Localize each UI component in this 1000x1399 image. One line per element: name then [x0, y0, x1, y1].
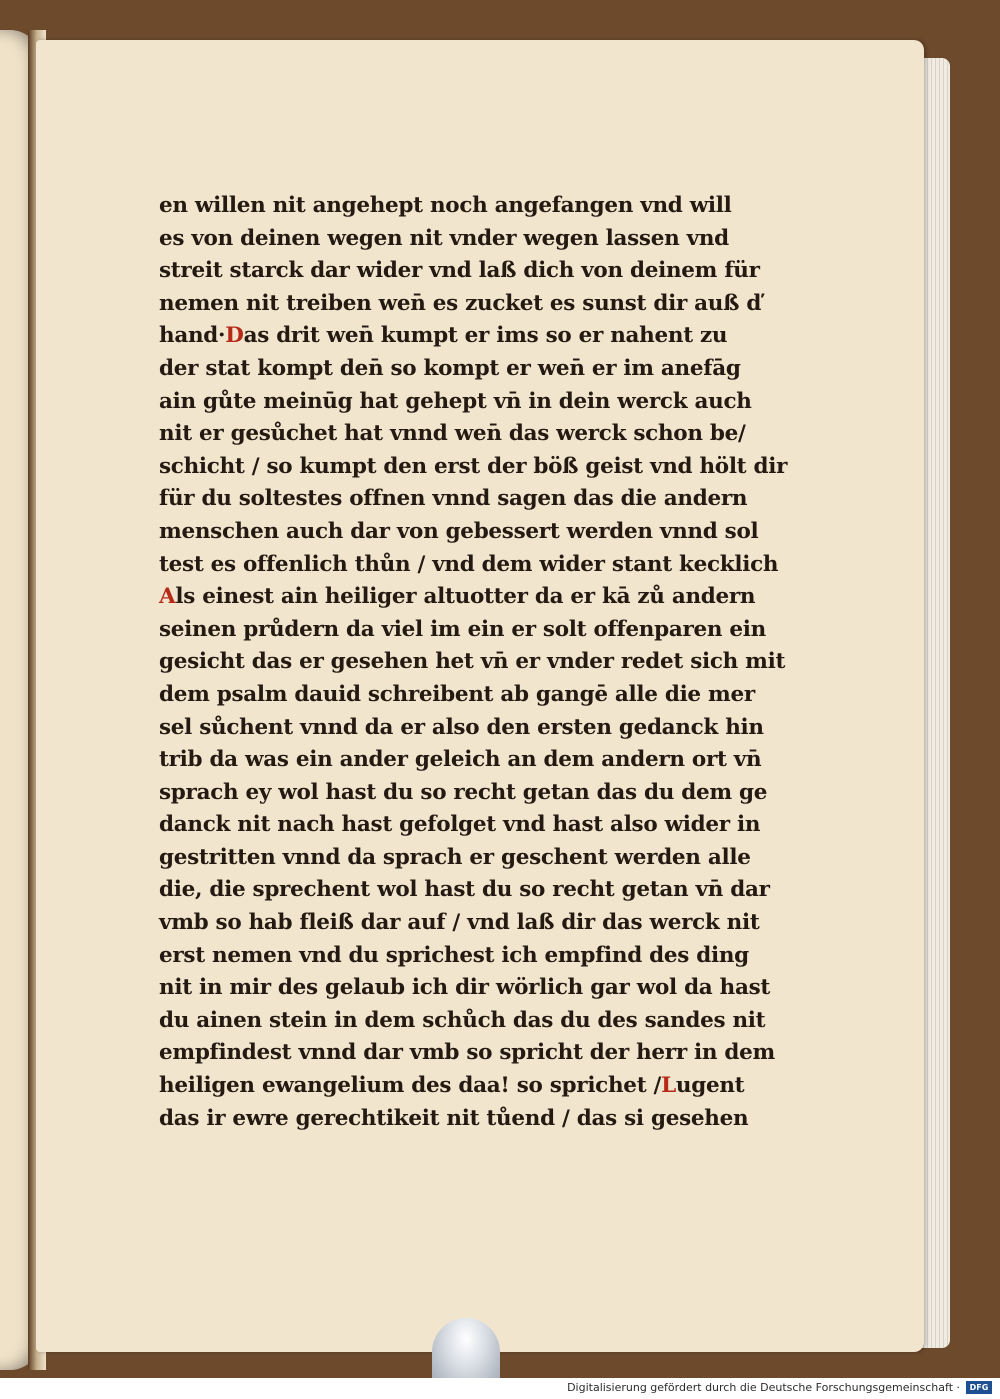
line-text: du ainen stein in dem schůch das du des sandes nit	[159, 1007, 766, 1033]
line-text: vmb so hab fleiß dar auf / vnd laß dir das werck nit	[159, 910, 760, 936]
text-line	[159, 451, 809, 484]
line-text: die, die sprechent wol hast du so recht getan vn̄ dar	[159, 877, 770, 903]
text-line	[159, 972, 809, 1005]
text-line	[159, 190, 809, 223]
text-line	[159, 353, 809, 386]
text-line	[159, 255, 809, 288]
line-text: trib da was ein ander geleich an dem andern ort vn̄	[159, 747, 762, 773]
text-line	[159, 809, 809, 842]
footer-bar	[0, 1378, 1000, 1399]
text-line	[159, 842, 809, 875]
text-line	[159, 483, 809, 516]
right-page	[36, 40, 924, 1352]
text-line	[159, 320, 809, 353]
line-text: test es offenlich thůn / vnd dem wider stant kecklich	[159, 551, 779, 577]
line-text: dem psalm dauid schreibent ab gangē alle die mer	[159, 681, 755, 707]
text-line	[159, 874, 809, 907]
rubric-initial: L	[661, 1073, 676, 1099]
text-line	[159, 1005, 809, 1038]
text-line	[159, 940, 809, 973]
text-line	[159, 646, 809, 679]
text-block	[159, 190, 809, 1135]
text-line	[159, 288, 809, 321]
rubric-initial: D	[225, 323, 244, 349]
text-line	[159, 744, 809, 777]
line-text: en willen nit angehept noch angefangen vnd will	[159, 193, 732, 218]
text-line	[159, 679, 809, 712]
line-text: schicht / so kumpt den erst der böß geist vnd hölt dir	[159, 453, 788, 479]
text-line	[159, 1103, 809, 1136]
text-line	[159, 386, 809, 419]
rubric-initial: A	[159, 584, 176, 610]
line-text: empfindest vnnd dar vmb so spricht der herr in dem	[159, 1040, 775, 1066]
line-text: der stat kompt den̄ so kompt er wen̄ er im anefāg	[159, 355, 741, 381]
line-text: ain gůte meinūg hat gehept vn̄ in dein werck auch	[159, 388, 752, 414]
line-text: erst nemen vnd du sprichest ich empfind des ding	[159, 942, 749, 968]
text-line	[159, 712, 809, 745]
text-line	[159, 907, 809, 940]
line-text: das ir ewre gerechtikeit nit tůend / das si gesehen	[159, 1105, 749, 1131]
text-line	[159, 516, 809, 549]
line-text: für du soltestes offnen vnnd sagen das die andern	[159, 486, 748, 512]
dfg-logo-icon: DFG	[966, 1381, 992, 1394]
text-line	[159, 614, 809, 647]
line-text: nit er gesůchet hat vnnd wen̄ das werck schon be/	[159, 421, 746, 447]
line-text: sel sůchent vnnd da er also den ersten gedanck hin	[159, 714, 764, 740]
line-text: nemen nit treiben wen̄ es zucket es sunst dir auß ď	[159, 290, 762, 316]
text-line	[159, 223, 809, 256]
text-line	[159, 549, 809, 582]
line-text: gesicht das er gesehen het vn̄ er vnder redet sich mit	[159, 649, 786, 675]
line-text: ugent	[675, 1073, 745, 1099]
text-line	[159, 1037, 809, 1070]
line-text: ls einest ain heiliger altuotter da er kā zů andern	[175, 584, 756, 610]
line-text: es von deinen wegen nit vnder wegen lassen vnd	[159, 225, 729, 251]
funding-credit: Digitalisierung gefördert durch die Deutsche Forschungsgemeinschaft ·	[567, 1381, 960, 1394]
text-line	[159, 777, 809, 810]
line-text: gestritten vnnd da sprach er geschent werden alle	[159, 844, 751, 870]
line-text: hand·	[159, 323, 226, 349]
text-line	[159, 418, 809, 451]
line-text: streit starck dar wider vnd laß dich von deinem für	[159, 258, 760, 284]
book-clasp	[432, 1318, 500, 1378]
text-line	[159, 581, 809, 614]
line-text: menschen auch dar von gebessert werden vnnd sol	[159, 518, 759, 544]
line-text: nit in mir des gelaub ich dir wörlich gar wol da hast	[159, 975, 771, 1001]
line-text: as drit wen̄ kumpt er ims so er nahent zu	[243, 323, 728, 349]
text-line	[159, 1070, 809, 1103]
line-text: seinen průdern da viel im ein er solt offenparen ein	[159, 616, 766, 642]
line-text: danck nit nach hast gefolget vnd hast also wider in	[159, 812, 761, 838]
line-text: sprach ey wol hast du so recht getan das du dem ge	[159, 779, 768, 805]
line-text: heiligen ewangelium des daa! so sprichet /	[159, 1073, 662, 1099]
